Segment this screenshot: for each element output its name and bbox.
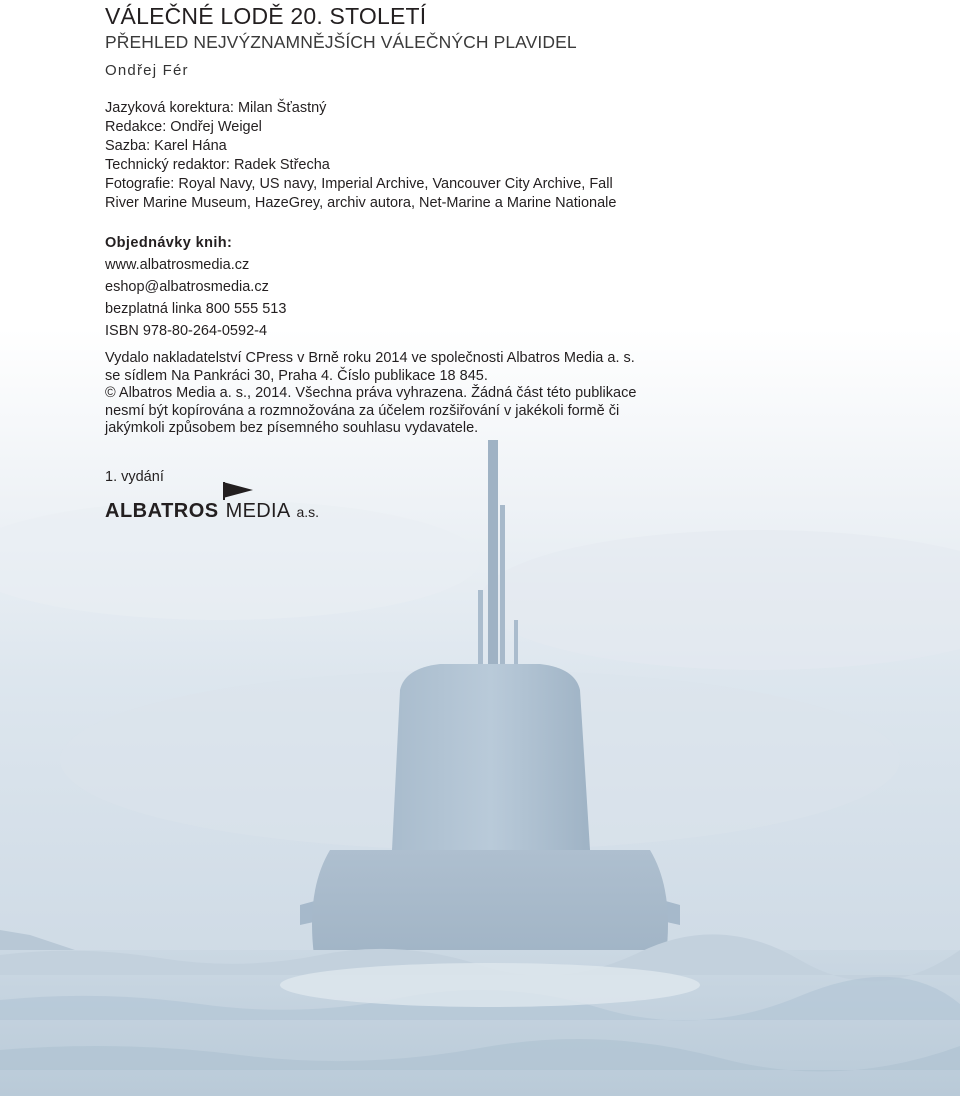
orders-website-link[interactable]: www.albatrosmedia.cz bbox=[105, 257, 250, 273]
logo-flag-icon bbox=[223, 482, 253, 500]
orders-block bbox=[105, 234, 286, 344]
credit-line-photos: Fotografie: Royal Navy, US navy, Imperial Archive, Vancouver City Archive, Fall bbox=[105, 176, 613, 192]
orders-email-link[interactable]: eshop@albatrosmedia.cz bbox=[105, 279, 269, 295]
credit-line-proofreading: Jazyková korektura: Milan Šťastný bbox=[105, 100, 327, 116]
publisher-line: © Albatros Media a. s., 2014. Všechna práva vyhrazena. Žádná část této publikace bbox=[105, 385, 637, 401]
logo-word-albatros: ALBATROS bbox=[105, 500, 219, 522]
publisher-line: se sídlem Na Pankráci 30, Praha 4. Číslo publikace 18 845. bbox=[105, 367, 488, 384]
credit-line-technical-editor: Technický redaktor: Radek Střecha bbox=[105, 157, 330, 173]
albatros-media-logo bbox=[105, 480, 335, 522]
credits-block bbox=[105, 99, 616, 213]
book-subtitle: PŘEHLED NEJVÝZNAMNĚJŠÍCH VÁLEČNÝCH PLAVIDEL bbox=[105, 32, 577, 52]
logo-wordmark bbox=[105, 500, 319, 523]
publisher-line: nesmí být kopírována a rozmnožována za účelem rozšiřování v jakékoli formě či bbox=[105, 402, 620, 419]
logo-word-suffix: a.s. bbox=[296, 504, 320, 520]
book-author: Ondřej Fér bbox=[105, 62, 189, 79]
edition-label: 1. vydání bbox=[105, 469, 164, 485]
credit-line-photos-cont: River Marine Museum, HazeGrey, archiv autora, Net-Marine a Marine Nationale bbox=[105, 195, 617, 211]
orders-isbn: ISBN 978-80-264-0592-4 bbox=[105, 323, 268, 339]
orders-heading: Objednávky knih: bbox=[105, 235, 233, 251]
publisher-block bbox=[105, 350, 636, 438]
credit-line-editor: Redakce: Ondřej Weigel bbox=[105, 119, 262, 135]
book-title: VÁLEČNÉ LODĚ 20. STOLETÍ bbox=[105, 3, 427, 29]
credit-line-typesetting: Sazba: Karel Hána bbox=[105, 138, 227, 154]
logo-word-media: MEDIA bbox=[225, 500, 291, 522]
orders-phone: bezplatná linka 800 555 513 bbox=[105, 301, 287, 317]
publisher-line: jakýmkoli způsobem bez písemného souhlasu vydavatele. bbox=[105, 420, 479, 436]
publisher-line: Vydalo nakladatelství CPress v Brně roku 2014 ve společnosti Albatros Media a. s. bbox=[105, 350, 635, 366]
